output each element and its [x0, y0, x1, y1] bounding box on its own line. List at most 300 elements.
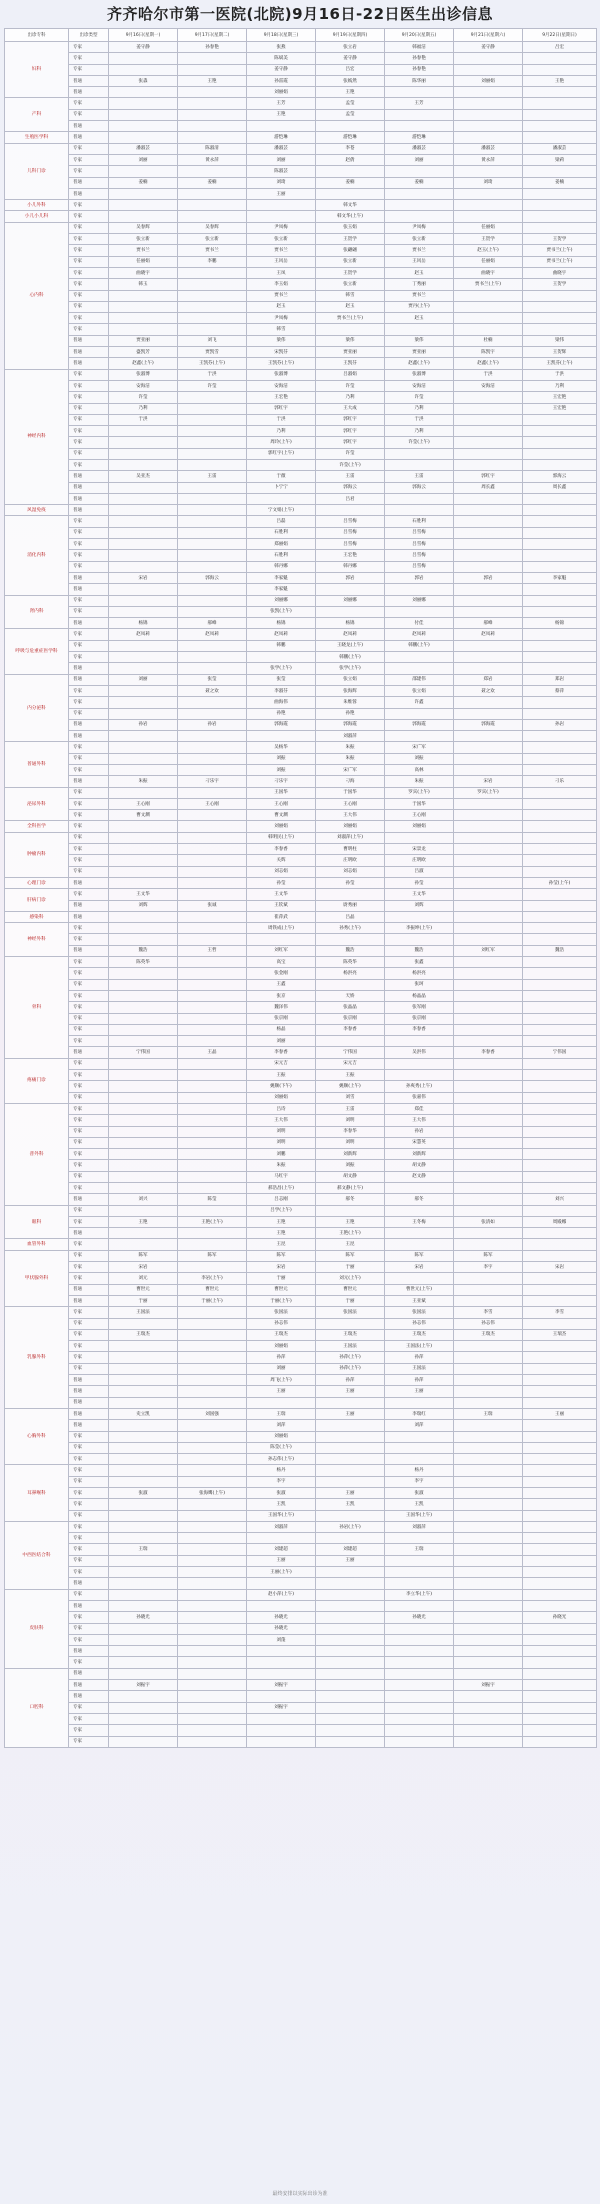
doctor-cell: 梁伟 [316, 335, 385, 346]
doctor-cell: 刘淑萍 [316, 731, 385, 742]
doctor-cell: 杜楠 [454, 335, 523, 346]
doctor-cell [109, 923, 178, 934]
clinic-type-cell: 专家 [69, 832, 109, 843]
doctor-cell: 王瑞杰 [385, 1329, 454, 1340]
doctor-cell: 刘红军 [454, 945, 523, 956]
doctor-cell [109, 1149, 178, 1160]
doctor-cell: 郭红宇 [316, 426, 385, 437]
doctor-cell [178, 1691, 247, 1702]
doctor-cell [178, 200, 247, 211]
doctor-cell: 王贺学 [454, 234, 523, 245]
doctor-cell: 郭海云 [385, 482, 454, 493]
doctor-cell [178, 1307, 247, 1318]
table-row [5, 1725, 597, 1736]
doctor-cell [109, 832, 178, 843]
doctor-cell: 孙晓光 [247, 1623, 316, 1634]
doctor-cell [178, 1092, 247, 1103]
doctor-cell [178, 1589, 247, 1600]
doctor-cell [109, 1070, 178, 1081]
doctor-cell: 孙莹 [247, 877, 316, 888]
table-row [5, 1171, 597, 1182]
doctor-cell: 王丽 [385, 1386, 454, 1397]
doctor-cell: 王国法 [385, 1363, 454, 1374]
doctor-cell [178, 132, 247, 143]
doctor-cell [178, 877, 247, 888]
doctor-cell [178, 1329, 247, 1340]
doctor-cell [454, 539, 523, 550]
table-row [5, 719, 597, 730]
doctor-cell [178, 1442, 247, 1453]
doctor-cell [523, 742, 597, 753]
doctor-cell [454, 968, 523, 979]
doctor-cell: 郭红宇 [316, 414, 385, 425]
doctor-cell [109, 1657, 178, 1668]
doctor-cell [178, 923, 247, 934]
doctor-cell: 孙艳 [316, 708, 385, 719]
clinic-type-cell: 专家 [69, 753, 109, 764]
clinic-type-cell: 专家 [69, 934, 109, 945]
table-row [5, 911, 597, 922]
doctor-cell: 乃利 [385, 426, 454, 437]
clinic-type-cell: 普通 [69, 482, 109, 493]
doctor-cell: 贾凯雪 [178, 347, 247, 358]
department-name: 妇科 [5, 42, 69, 98]
clinic-type-cell: 普通 [69, 674, 109, 685]
doctor-cell: 许莹 [316, 448, 385, 459]
doctor-cell: 孙岩 [109, 719, 178, 730]
doctor-cell: 赵凤莉 [316, 629, 385, 640]
doctor-cell: 张莹 [247, 674, 316, 685]
doctor-cell: 李春香 [316, 1024, 385, 1035]
clinic-type-cell: 普通 [69, 776, 109, 787]
doctor-cell: 贾书兰(上午) [523, 245, 597, 256]
doctor-cell [523, 957, 597, 968]
doctor-cell [454, 765, 523, 776]
doctor-cell: 张翩翩 [316, 245, 385, 256]
doctor-cell [247, 1736, 316, 1747]
doctor-cell [523, 844, 597, 855]
doctor-cell [316, 166, 385, 177]
doctor-cell [109, 1036, 178, 1047]
doctor-cell: 乃利 [385, 403, 454, 414]
doctor-cell [454, 1126, 523, 1137]
doctor-cell: 张立新 [178, 234, 247, 245]
doctor-cell [454, 1589, 523, 1600]
doctor-cell: 李家魁 [247, 572, 316, 583]
doctor-cell [454, 1725, 523, 1736]
table-row [5, 697, 597, 708]
doctor-cell: 王艳 [316, 1216, 385, 1227]
doctor-cell: 王国华(上午) [247, 1510, 316, 1521]
doctor-cell [109, 652, 178, 663]
clinic-type-cell: 专家 [69, 889, 109, 900]
doctor-cell: 王丽 [316, 1488, 385, 1499]
doctor-cell [178, 1476, 247, 1487]
doctor-cell: 吕宏 [316, 64, 385, 75]
clinic-type-cell: 专家 [69, 1115, 109, 1126]
doctor-cell: 刘志娟 [247, 866, 316, 877]
column-header: 9月18日(星期三) [247, 29, 316, 42]
doctor-cell [178, 561, 247, 572]
doctor-cell: 贾书兰(上午) [316, 313, 385, 324]
doctor-cell: 姚顺(下午) [247, 1081, 316, 1092]
clinic-type-cell: 普通 [69, 121, 109, 132]
department-name: 感染科 [5, 911, 69, 922]
doctor-cell [316, 1657, 385, 1668]
doctor-cell: 李振坤(上午) [385, 923, 454, 934]
clinic-type-cell: 普通 [69, 572, 109, 583]
doctor-cell [109, 1397, 178, 1408]
doctor-cell: 李雪 [454, 1307, 523, 1318]
table-row [5, 708, 597, 719]
table-row [5, 1047, 597, 1058]
doctor-cell [523, 923, 597, 934]
table-row [5, 776, 597, 787]
doctor-cell: 吕雪梅 [385, 539, 454, 550]
doctor-cell: 陈军 [454, 1250, 523, 1261]
doctor-cell: 付佳 [385, 618, 454, 629]
doctor-cell [178, 1567, 247, 1578]
doctor-cell [385, 911, 454, 922]
table-row [5, 1115, 597, 1126]
doctor-cell [109, 1318, 178, 1329]
doctor-cell: 赵玉(上午) [454, 245, 523, 256]
table-row [5, 1250, 597, 1261]
doctor-cell: 张凯(上午) [247, 606, 316, 617]
doctor-cell [523, 889, 597, 900]
doctor-cell: 曹文渊 [247, 810, 316, 821]
doctor-cell: 朱振 [247, 1160, 316, 1171]
clinic-type-cell: 普通 [69, 663, 109, 674]
table-row [5, 877, 597, 888]
doctor-cell: 赵鑫(上午) [109, 358, 178, 369]
doctor-cell: 刘振宇 [247, 1680, 316, 1691]
table-row [5, 1002, 597, 1013]
doctor-cell [523, 708, 597, 719]
doctor-cell [178, 1182, 247, 1193]
doctor-cell: 王冬梅 [385, 1216, 454, 1227]
doctor-cell [523, 663, 597, 674]
doctor-cell [385, 505, 454, 516]
doctor-cell [178, 482, 247, 493]
doctor-cell: 赵倩 [316, 154, 385, 165]
table-row [5, 1510, 597, 1521]
doctor-cell [523, 448, 597, 459]
doctor-cell: 郝文静(上午) [316, 1182, 385, 1193]
table-row [5, 392, 597, 403]
doctor-cell: 李春香 [454, 1047, 523, 1058]
clinic-type-cell: 专家 [69, 1205, 109, 1216]
doctor-cell: 李春香 [247, 1047, 316, 1058]
doctor-cell: 王心刚 [109, 798, 178, 809]
clinic-type-cell: 专家 [69, 414, 109, 425]
doctor-cell [109, 188, 178, 199]
doctor-cell: 赵玉 [385, 267, 454, 278]
doctor-cell: 周殿娜 [523, 1216, 597, 1227]
doctor-cell [523, 109, 597, 120]
table-row [5, 188, 597, 199]
doctor-cell [385, 1578, 454, 1589]
table-row [5, 234, 597, 245]
table-row [5, 640, 597, 651]
doctor-cell: 曹世元 [316, 1284, 385, 1295]
doctor-cell: 王国华(上午) [385, 1510, 454, 1521]
doctor-cell: 刘雪 [316, 1092, 385, 1103]
clinic-type-cell: 专家 [69, 1623, 109, 1634]
doctor-cell [178, 279, 247, 290]
table-row [5, 606, 597, 617]
doctor-cell: 姜守静 [109, 42, 178, 53]
doctor-cell [523, 324, 597, 335]
clinic-type-cell: 普通 [69, 177, 109, 188]
doctor-cell [523, 211, 597, 222]
doctor-cell [523, 731, 597, 742]
clinic-type-cell: 普通 [69, 911, 109, 922]
doctor-cell: 吕晶 [316, 911, 385, 922]
clinic-type-cell: 专家 [69, 279, 109, 290]
doctor-cell: 陈英华 [109, 957, 178, 968]
doctor-cell [454, 324, 523, 335]
doctor-cell: 刘蓬 [247, 1634, 316, 1645]
doctor-cell [316, 1612, 385, 1623]
doctor-cell [178, 810, 247, 821]
doctor-cell [178, 301, 247, 312]
doctor-cell: 李立华(上午) [385, 1589, 454, 1600]
doctor-cell [178, 832, 247, 843]
doctor-cell: 张国法 [385, 1307, 454, 1318]
doctor-cell: 刘振宇 [247, 1702, 316, 1713]
doctor-cell: 郭岩 [316, 572, 385, 583]
doctor-cell [385, 1646, 454, 1657]
doctor-cell: 刘淑萍 [247, 1521, 316, 1532]
doctor-cell [247, 934, 316, 945]
doctor-cell [454, 87, 523, 98]
doctor-cell [178, 1036, 247, 1047]
clinic-type-cell: 专家 [69, 968, 109, 979]
clinic-type-cell: 专家 [69, 1454, 109, 1465]
clinic-type-cell: 专家 [69, 979, 109, 990]
doctor-cell [454, 640, 523, 651]
doctor-cell [109, 482, 178, 493]
doctor-cell: 贾书兰 [178, 245, 247, 256]
doctor-cell [454, 550, 523, 561]
doctor-cell: 王文华 [385, 889, 454, 900]
doctor-cell: 陈军 [316, 1250, 385, 1261]
doctor-cell: 张莹 [178, 674, 247, 685]
doctor-cell: 吕淑 [385, 866, 454, 877]
clinic-type-cell: 普通 [69, 719, 109, 730]
doctor-cell: 王艳 [247, 109, 316, 120]
doctor-cell [178, 1725, 247, 1736]
doctor-cell [523, 1476, 597, 1487]
doctor-cell: 王亚斌 [385, 1295, 454, 1306]
table-row [5, 1420, 597, 1431]
doctor-cell [523, 832, 597, 843]
doctor-cell: 周玲(上午) [247, 437, 316, 448]
department-name: 皮肤科 [5, 1589, 69, 1668]
doctor-cell [523, 301, 597, 312]
doctor-cell: 宋岩 [385, 1262, 454, 1273]
doctor-cell [109, 753, 178, 764]
doctor-cell: 刘国强 [178, 1408, 247, 1419]
doctor-cell [523, 1036, 597, 1047]
table-row [5, 1634, 597, 1645]
doctor-cell: 王宏艳 [523, 392, 597, 403]
doctor-cell: 王瑞杰 [247, 1329, 316, 1340]
doctor-cell [523, 1250, 597, 1261]
doctor-cell [109, 493, 178, 504]
doctor-cell: 孙萍 [385, 1375, 454, 1386]
doctor-cell [178, 1680, 247, 1691]
doctor-cell: 刁乐宇 [178, 776, 247, 787]
doctor-cell: 张淼 [109, 75, 178, 86]
table-row [5, 990, 597, 1001]
doctor-cell: 张军刚 [385, 1002, 454, 1013]
doctor-cell: 刘丽娟 [247, 1431, 316, 1442]
doctor-cell [454, 1702, 523, 1713]
clinic-type-cell: 专家 [69, 844, 109, 855]
table-row [5, 1386, 597, 1397]
doctor-cell: 任丽娟 [109, 256, 178, 267]
doctor-cell [454, 1375, 523, 1386]
doctor-cell [454, 1002, 523, 1013]
doctor-cell [454, 900, 523, 911]
doctor-cell [523, 493, 597, 504]
doctor-cell [178, 1668, 247, 1679]
doctor-cell [523, 1092, 597, 1103]
table-row [5, 584, 597, 595]
doctor-cell [454, 957, 523, 968]
doctor-cell [523, 505, 597, 516]
department-name: 生殖医学科 [5, 132, 69, 143]
doctor-cell [316, 1702, 385, 1713]
doctor-cell: 朱维蓉 [316, 697, 385, 708]
doctor-cell: 刘丽娟 [385, 821, 454, 832]
doctor-cell [178, 1634, 247, 1645]
clinic-type-cell: 专家 [69, 1002, 109, 1013]
doctor-cell [178, 1002, 247, 1013]
doctor-cell: 张诚 [178, 900, 247, 911]
table-row [5, 1555, 597, 1566]
table-row [5, 765, 597, 776]
doctor-cell: 王凯 [316, 1499, 385, 1510]
table-row [5, 1160, 597, 1171]
doctor-cell: 张淑博 [385, 369, 454, 380]
doctor-cell: 刘兴 [109, 1194, 178, 1205]
doctor-cell [454, 1397, 523, 1408]
doctor-cell [523, 1680, 597, 1691]
clinic-type-cell: 专家 [69, 606, 109, 617]
doctor-cell: 于洪 [385, 414, 454, 425]
doctor-cell: 王艳 [523, 75, 597, 86]
doctor-cell [454, 1137, 523, 1148]
doctor-cell: 张淑 [385, 1488, 454, 1499]
doctor-cell: 朱振 [109, 776, 178, 787]
doctor-cell: 王瑞 [109, 1544, 178, 1555]
doctor-cell: 吕雪梅 [385, 550, 454, 561]
doctor-cell: 刘明 [247, 1137, 316, 1148]
doctor-cell [454, 1239, 523, 1250]
clinic-type-cell: 专家 [69, 1612, 109, 1623]
clinic-type-cell: 专家 [69, 1262, 109, 1273]
doctor-cell: 游恺琳 [385, 132, 454, 143]
department-name: 甲状腺外科 [5, 1250, 69, 1306]
doctor-cell: 刘明 [316, 1137, 385, 1148]
doctor-cell [109, 1476, 178, 1487]
table-row [5, 561, 597, 572]
doctor-cell [454, 211, 523, 222]
doctor-cell [109, 516, 178, 527]
table-row [5, 663, 597, 674]
column-header: 9月22日(星期日) [523, 29, 597, 42]
table-row [5, 889, 597, 900]
doctor-cell: 陈莹(上午) [247, 1442, 316, 1453]
doctor-cell [109, 934, 178, 945]
doctor-cell [385, 1623, 454, 1634]
doctor-cell [178, 765, 247, 776]
doctor-cell [109, 426, 178, 437]
doctor-cell: 梁伟 [247, 335, 316, 346]
doctor-cell: 孙雷霞 [247, 75, 316, 86]
doctor-cell: 郭岩 [454, 572, 523, 583]
clinic-type-cell: 普通 [69, 87, 109, 98]
doctor-cell [454, 188, 523, 199]
doctor-cell: 王丽 [523, 1408, 597, 1419]
doctor-cell: 王钦斌 [247, 900, 316, 911]
doctor-cell: 孙爽秀(上午) [385, 1081, 454, 1092]
doctor-cell [454, 1691, 523, 1702]
doctor-cell: 刘丽 [247, 1363, 316, 1374]
doctor-cell [109, 1567, 178, 1578]
doctor-cell: 王艳 [109, 1216, 178, 1227]
doctor-cell [178, 1499, 247, 1510]
doctor-cell [109, 1171, 178, 1182]
doctor-cell: 胡文静 [316, 1171, 385, 1182]
doctor-cell: 王凯芬(上午) [178, 358, 247, 369]
doctor-cell: 孙岩(上午) [316, 1521, 385, 1532]
doctor-cell [454, 426, 523, 437]
clinic-type-cell: 专家 [69, 1273, 109, 1284]
doctor-cell [109, 1115, 178, 1126]
doctor-cell: 郭海霞 [385, 719, 454, 730]
doctor-cell [178, 1103, 247, 1114]
doctor-cell [385, 166, 454, 177]
doctor-cell [109, 844, 178, 855]
doctor-cell [385, 1205, 454, 1216]
doctor-cell: 王振 [247, 1070, 316, 1081]
doctor-cell: 陈军 [178, 1250, 247, 1261]
table-row [5, 1465, 597, 1476]
doctor-cell: 尉秀丽 [316, 900, 385, 911]
doctor-cell [523, 1533, 597, 1544]
doctor-cell: 石胜利 [385, 516, 454, 527]
clinic-type-cell: 专家 [69, 550, 109, 561]
doctor-cell [454, 1295, 523, 1306]
doctor-cell: 王大伟 [316, 810, 385, 821]
doctor-cell [454, 1465, 523, 1476]
doctor-cell [178, 821, 247, 832]
doctor-cell: 于洪 [178, 369, 247, 380]
doctor-cell [454, 301, 523, 312]
doctor-cell: 陈淑清 [178, 143, 247, 154]
doctor-cell: 李春香 [385, 1024, 454, 1035]
doctor-cell [454, 798, 523, 809]
department-name: 乳腺外科 [5, 1307, 69, 1409]
doctor-cell [247, 1713, 316, 1724]
doctor-cell [385, 188, 454, 199]
doctor-cell: 游恺琳 [316, 132, 385, 143]
doctor-cell: 陈军 [247, 1250, 316, 1261]
